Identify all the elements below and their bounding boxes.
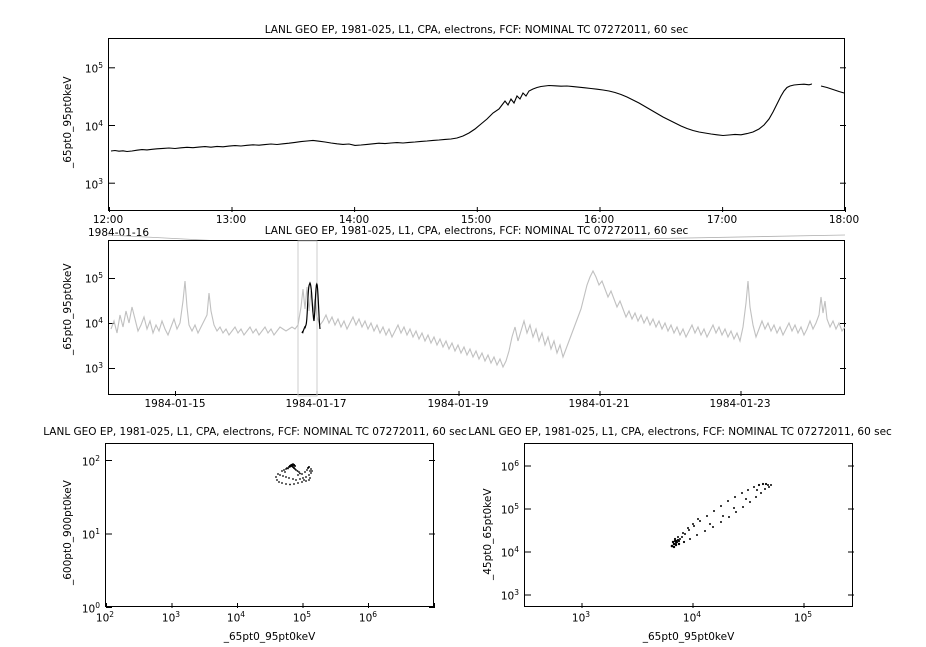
bottom-right-title: LANL GEO EP, 1981-025, L1, CPA, electrons, FCF: NOMINAL TC 07272011, 60 sec (468, 426, 892, 438)
middle-panel-xtick-2: 1984-01-19 (427, 398, 489, 410)
bottom-left-points (275, 463, 313, 485)
top-panel-xtick-2: 14:00 (338, 214, 370, 226)
bottom-right-axes (524, 443, 853, 607)
middle-panel-ytick-3: $10^3$ (84, 361, 103, 376)
middle-panel-xtick-4: 1984-01-23 (709, 398, 771, 410)
bottom-left-xlabel: _65pt0_95pt0keV (223, 631, 316, 643)
bottom-left-plot (106, 444, 435, 608)
middle-panel-title: LANL GEO EP, 1981-025, L1, CPA, electrons, FCF: NOMINAL TC 07272011, 60 sec (264, 225, 689, 237)
bottom-right-xtick-4: $10^4$ (682, 610, 702, 625)
bottom-left-title: LANL GEO EP, 1981-025, L1, CPA, electrons, FCF: NOMINAL TC 07272011, 60 sec (43, 426, 467, 438)
middle-panel-xtick-0: 1984-01-15 (144, 398, 206, 410)
middle-panel-ytick-4: $10^4$ (84, 316, 103, 331)
bottom-right-ytick-5: $10^5$ (500, 502, 519, 517)
top-panel-xtick-1: 13:00 (215, 214, 247, 226)
top-panel-xtick-5: 17:00 (706, 214, 738, 226)
middle-panel-plot (109, 241, 846, 396)
bottom-right-xlabel: _65pt0_95pt0keV (642, 631, 735, 643)
bottom-right-ylabel: _45pt0_65pt0keV (482, 488, 494, 580)
top-panel-title: LANL GEO EP, 1981-025, L1, CPA, electrons, FCF: NOMINAL TC 07272011, 60 sec (264, 24, 689, 36)
middle-panel-xtick-1: 1984-01-17 (285, 398, 347, 410)
top-panel-ytick-5: $10^5$ (84, 61, 103, 76)
middle-panel-ytick-5: $10^5$ (84, 271, 103, 286)
bottom-left-xtick-2: $10^2$ (95, 610, 115, 625)
bottom-left-ytick-0: $10^0$ (81, 601, 100, 616)
bottom-right-xtick-3: $10^3$ (571, 610, 591, 625)
top-panel-axes (108, 38, 845, 211)
bottom-right-ytick-6: $10^6$ (500, 459, 519, 474)
top-panel-xtick-6: 18:00 (828, 214, 860, 226)
top-panel-ytick-4: $10^4$ (84, 119, 103, 134)
top-panel-ytick-3: $10^3$ (84, 177, 103, 192)
bottom-left-xtick-4: $10^4$ (226, 610, 246, 625)
bottom-left-ytick-2: $10^2$ (81, 454, 100, 469)
bottom-left-ylabel: _600pt0_900pt0keV (62, 480, 74, 585)
top-panel-date-label: 1984-01-16 (88, 227, 150, 239)
bottom-left-xtick-5: $10^5$ (292, 610, 312, 625)
bottom-right-xtick-5: $10^5$ (793, 610, 813, 625)
bottom-left-axes (105, 443, 434, 607)
top-panel-xtick-3: 15:00 (460, 214, 492, 226)
bottom-right-ytick-3: $10^3$ (500, 588, 519, 603)
bottom-left-xtick-3: $10^3$ (161, 610, 181, 625)
bottom-right-plot (525, 444, 854, 608)
bottom-left-xtick-6: $10^6$ (358, 610, 378, 625)
top-panel-ylabel: _65pt0_95pt0keV (62, 76, 74, 168)
top-panel-plot (109, 39, 846, 212)
middle-panel-ylabel: _65pt0_95pt0keV (62, 263, 74, 355)
bottom-right-points (671, 483, 772, 548)
top-panel-xtick-0: 12:00 (92, 214, 124, 226)
bottom-left-ytick-1: $10^1$ (81, 527, 100, 542)
middle-panel-xtick-3: 1984-01-21 (568, 398, 630, 410)
top-panel-xtick-4: 16:00 (583, 214, 615, 226)
bottom-right-ytick-4: $10^4$ (500, 545, 519, 560)
middle-panel-axes (108, 240, 845, 395)
